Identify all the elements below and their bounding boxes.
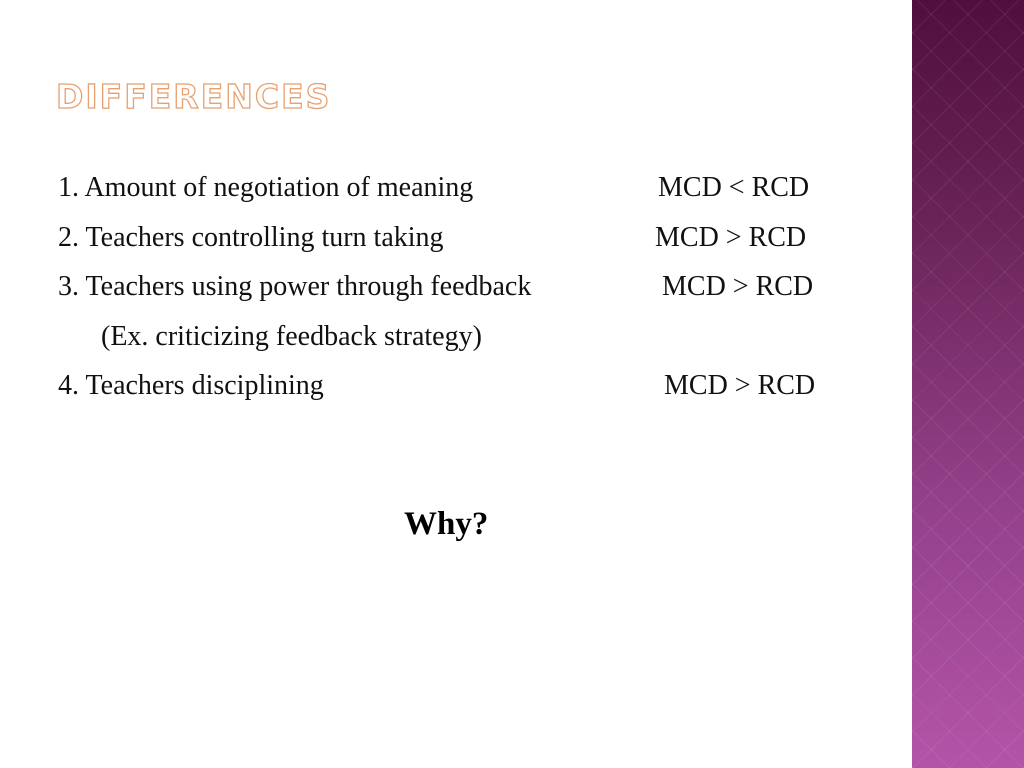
comparison-1: MCD < RCD [658,172,810,203]
list-item-3-example: (Ex. criticizing feedback strategy) [101,321,482,352]
list-item-2: 2. Teachers controlling turn taking [58,222,444,253]
slide-title: DIFFERENCES [56,77,332,116]
list-item-3: 3. Teachers using power through feedback [58,271,532,302]
question-why: Why? [404,506,489,542]
comparison-4: MCD > RCD [664,370,816,401]
list-item-4: 4. Teachers disciplining [58,370,324,401]
comparison-2: MCD > RCD [655,222,807,253]
decorative-sidebar [912,0,1024,768]
list-item-1: 1. Amount of negotiation of meaning [58,172,474,203]
comparison-3: MCD > RCD [662,271,814,302]
